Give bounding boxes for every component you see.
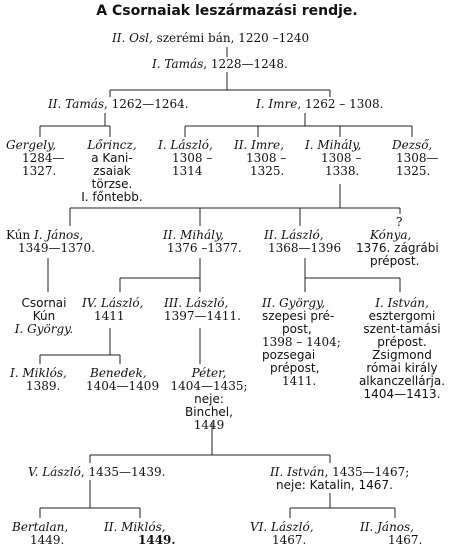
person-detail: prépost. [377, 335, 427, 349]
person-name: II. Imre, [234, 138, 284, 152]
person-detail: 1349—1370. [18, 241, 95, 255]
person-name: VI. László, [250, 520, 314, 534]
person-name: Benedek, [90, 366, 147, 380]
person-detail: szepesi pré- [262, 309, 335, 323]
person-detail: 1368—1396 [268, 241, 342, 255]
person-bertalan [12, 521, 68, 547]
person-laszlo-ii [264, 229, 341, 255]
person-name: I. Imre [256, 97, 298, 111]
person-detail: , [79, 228, 84, 242]
person-detail: , 1262 – 1308. [297, 97, 384, 111]
person-laszlo-vi [250, 521, 314, 547]
person-laszlo-v [28, 466, 165, 479]
person-dezso [392, 139, 439, 178]
person-detail: 1376 –1377. [167, 241, 242, 255]
person-detail: 1449. [138, 533, 176, 547]
person-detail: 1376. zágrábi [356, 241, 439, 255]
person-detail: , 1435—1439. [80, 465, 166, 479]
person-name: I. Mihály, [305, 138, 362, 152]
person-detail: 1398 – 1404; [262, 335, 341, 349]
person-name: II. Osl, [112, 31, 153, 45]
person-name: II. László, [264, 228, 324, 242]
person-detail: , 1228—1248. [203, 57, 288, 71]
person-name: II. Miklós, [104, 520, 166, 534]
person-detail: római király [366, 361, 438, 375]
person-detail: prépost. [370, 254, 420, 268]
person-mihaly-i [305, 139, 361, 178]
person-detail: , 1262—1264. [104, 97, 189, 111]
person-detail: 1449. [30, 533, 65, 547]
person-benedek [86, 367, 159, 393]
person-detail: 1404—1413. [363, 387, 441, 401]
person-detail: 1325. [250, 164, 285, 178]
person-imre-ii [234, 139, 286, 178]
person-detail: 1404—1409 [86, 379, 160, 393]
person-detail: szerémi bán, 1220 –1240 [152, 31, 310, 45]
person-name: I. Tamás [152, 57, 204, 71]
person-osl [112, 32, 309, 45]
person-name: II. István [270, 465, 325, 479]
person-detail: 1467. [272, 533, 307, 547]
person-detail: szent-tamási [363, 322, 441, 336]
person-miklos-i [10, 367, 67, 393]
person-detail: Zsigmond [372, 348, 432, 362]
person-name: I. János [33, 228, 80, 242]
person-name: II. János, [360, 520, 414, 534]
person-detail: 1327. [22, 164, 57, 178]
person-detail: 1325. [396, 164, 431, 178]
person-name: III. László, [164, 296, 229, 310]
person-name: II. Mihály, [163, 228, 224, 242]
person-name: I. László, [158, 138, 213, 152]
person-detail: post, [282, 322, 312, 336]
person-detail: 1314 [172, 164, 203, 178]
person-imre-i [256, 98, 383, 111]
person-laszlo-iv [82, 297, 143, 323]
person-laszlo-i [158, 139, 213, 178]
person-detail: 1338. [325, 164, 360, 178]
person-name: Bertalan, [12, 520, 69, 534]
person-detail: prépost, [270, 361, 320, 375]
person-tamas-ii [48, 98, 189, 111]
person-name: II. Tamás [48, 97, 105, 111]
person-detail: alkanczellárja. [358, 374, 446, 388]
person-detail: 1411. [282, 374, 317, 388]
person-detail: 1284— [22, 151, 65, 165]
person-detail: 1449 [193, 418, 225, 432]
person-detail: törzse. [91, 177, 133, 191]
person-csornai-gyorgy [6, 297, 82, 336]
person-detail: 1411 [94, 309, 125, 323]
person-detail: neje: Katalin, 1467. [276, 478, 393, 492]
person-janos-ii [360, 521, 422, 547]
person-detail: 1308 – [321, 151, 362, 165]
person-detail: esztergomi [368, 309, 436, 323]
person-name: Dezső, [392, 138, 433, 152]
person-detail: 1308 – [246, 151, 287, 165]
person-detail: I. főntebb. [81, 190, 143, 204]
person-name: I. István, [375, 296, 429, 310]
person-mihaly-ii [163, 229, 242, 255]
person-detail: 1397—1411. [164, 309, 241, 323]
person-name: I. György. [14, 322, 74, 336]
person-prefix: Kún [6, 228, 34, 242]
person-detail: 1389. [26, 379, 61, 393]
person-detail: Csornai [21, 296, 67, 310]
person-detail: 1308— [396, 151, 439, 165]
person-lorincz [80, 139, 144, 204]
person-gyorgy-ii [262, 297, 341, 388]
person-istvan-ii [270, 466, 409, 492]
person-detail: Binchel, [185, 405, 233, 419]
person-miklos-ii [104, 521, 176, 547]
person-detail: 1404—1435; [170, 379, 248, 393]
person-name: II. György, [262, 296, 326, 310]
person-detail: 1467. [388, 533, 423, 547]
person-detail: zsaiak [93, 164, 131, 178]
person-tamas-i [152, 58, 288, 71]
person-detail: , 1435—1467; [324, 465, 410, 479]
person-name: V. László [28, 465, 81, 479]
person-name: I. Miklós, [10, 366, 67, 380]
person-laszlo-iii [164, 297, 241, 323]
person-detail: Kún [32, 309, 56, 323]
person-detail: neje: [194, 392, 224, 406]
person-name: Kónya, [370, 228, 412, 242]
person-kun-janos [6, 229, 95, 255]
uncertain-mark: ? [396, 215, 403, 229]
person-gergely [6, 139, 65, 178]
person-istvan-i [350, 297, 454, 401]
person-name: IV. László, [82, 296, 144, 310]
person-peter [164, 367, 254, 432]
person-name: Lőrincz, [87, 138, 137, 152]
person-detail: a Kani- [91, 151, 133, 165]
person-name: Péter, [191, 366, 227, 380]
person-detail: pozsegai [262, 348, 316, 362]
person-konya [356, 216, 439, 268]
person-name: Gergely, [6, 138, 57, 152]
tree-title: A Csornaiak leszármazási rendje. [96, 3, 358, 19]
person-detail: 1308 – [172, 151, 213, 165]
